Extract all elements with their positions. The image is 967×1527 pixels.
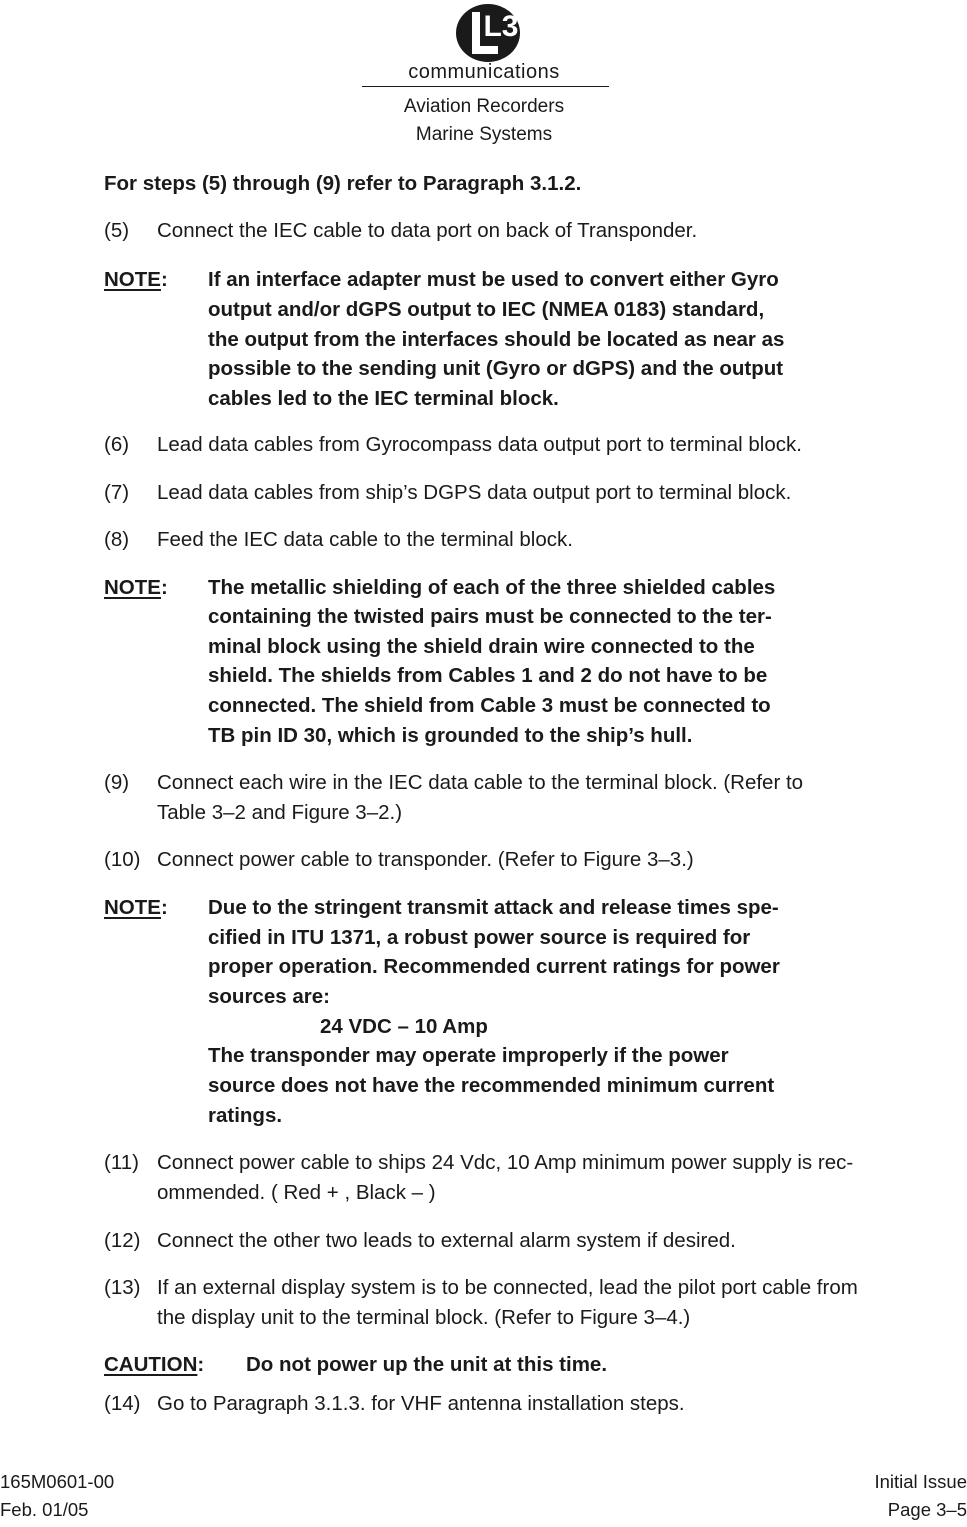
step-text: Feed the IEC data cable to the terminal block. [157, 528, 573, 551]
note-text: The transponder may operate improperly if the power [208, 1044, 729, 1067]
note-text: containing the twisted pairs must be connected to the ter- [208, 605, 772, 628]
note-rating: 24 VDC – 10 Amp [320, 1015, 488, 1038]
note-text: source does not have the recommended minimum current [208, 1074, 775, 1097]
footer-issue: Initial Issue [874, 1471, 967, 1492]
step-number: (14) [104, 1392, 141, 1415]
step-number: (12) [104, 1229, 141, 1252]
footer-date: Feb. 01/05 [0, 1499, 89, 1520]
step-text: the display unit to the terminal block. (Refer to Figure 3–4.) [157, 1306, 691, 1329]
note-text: cified in ITU 1371, a robust power source is required for [208, 926, 751, 949]
step-number: (6) [104, 433, 130, 456]
step-text: Connect the IEC cable to data port on back of Transponder. [157, 219, 698, 242]
step-number: (9) [104, 771, 130, 794]
note-text: The metallic shielding of each of the three shielded cables [208, 576, 776, 599]
note-text: Due to the stringent transmit attack and release times spe- [208, 896, 779, 919]
step-number: (8) [104, 528, 130, 551]
step-text: Go to Paragraph 3.1.3. for VHF antenna installation steps. [157, 1392, 685, 1415]
step-text: Connect each wire in the IEC data cable to the terminal block. (Refer to [157, 771, 804, 794]
step-text: Connect power cable to transponder. (Refer to Figure 3–3.) [157, 848, 694, 871]
note-label: NOTE: [104, 268, 168, 291]
step-text: Lead data cables from Gyrocompass data output port to terminal block. [157, 433, 802, 456]
step-text: Lead data cables from ship’s DGPS data output port to terminal block. [157, 481, 792, 504]
logo-divider [362, 86, 609, 87]
step-number: (10) [104, 848, 141, 871]
step-number: (5) [104, 219, 130, 242]
note-text: ratings. [208, 1104, 283, 1127]
note-text: shield. The shields from Cables 1 and 2 do not have to be [208, 664, 768, 687]
logo-mark-text: L3 [483, 10, 519, 43]
note-text: If an interface adapter must be used to convert either Gyro [208, 268, 779, 291]
caution-text: Do not power up the unit at this time. [246, 1353, 608, 1376]
note-label: NOTE: [104, 576, 168, 599]
step-number: (7) [104, 481, 130, 504]
note-text: sources are: [208, 985, 330, 1008]
header-marine-systems: Marine Systems [415, 124, 553, 145]
note-text: the output from the interfaces should be located as near as [208, 328, 785, 351]
step-text: If an external display system is to be connected, lead the pilot port cable from [157, 1276, 858, 1299]
page-header [0, 0, 967, 150]
footer-page-number: Page 3–5 [887, 1499, 967, 1520]
note-text: minal block using the shield drain wire connected to the [208, 635, 755, 658]
note-text: TB pin ID 30, which is grounded to the ship’s hull. [208, 724, 693, 747]
step-text: Connect power cable to ships 24 Vdc, 10 Amp minimum power supply is rec- [157, 1151, 854, 1174]
l3-logo [454, 2, 522, 64]
footer-doc-number: 165M0601-00 [0, 1471, 115, 1492]
step-text: Connect the other two leads to external alarm system if desired. [157, 1229, 736, 1252]
note-text: possible to the sending unit (Gyro or dGPS) and the output [208, 357, 784, 380]
note-label: NOTE: [104, 896, 168, 919]
note-text: cables led to the IEC terminal block. [208, 387, 559, 410]
step-text: ommended. ( Red + , Black – ) [157, 1181, 436, 1204]
note-text: output and/or dGPS output to IEC (NMEA 0183) standard, [208, 298, 765, 321]
note-text: proper operation. Recommended current ratings for power [208, 955, 780, 978]
intro-text: For steps (5) through (9) refer to Paragraph 3.1.2. [104, 172, 582, 195]
logo-wordmark: communications [408, 61, 560, 83]
header-aviation-recorders: Aviation Recorders [403, 96, 565, 117]
note-text: connected. The shield from Cable 3 must be connected to [208, 694, 771, 717]
step-number: (13) [104, 1276, 141, 1299]
step-number: (11) [104, 1151, 139, 1174]
l3-logo-mark [454, 2, 522, 64]
step-text: Table 3–2 and Figure 3–2.) [157, 801, 403, 824]
caution-label: CAUTION: [104, 1353, 205, 1376]
